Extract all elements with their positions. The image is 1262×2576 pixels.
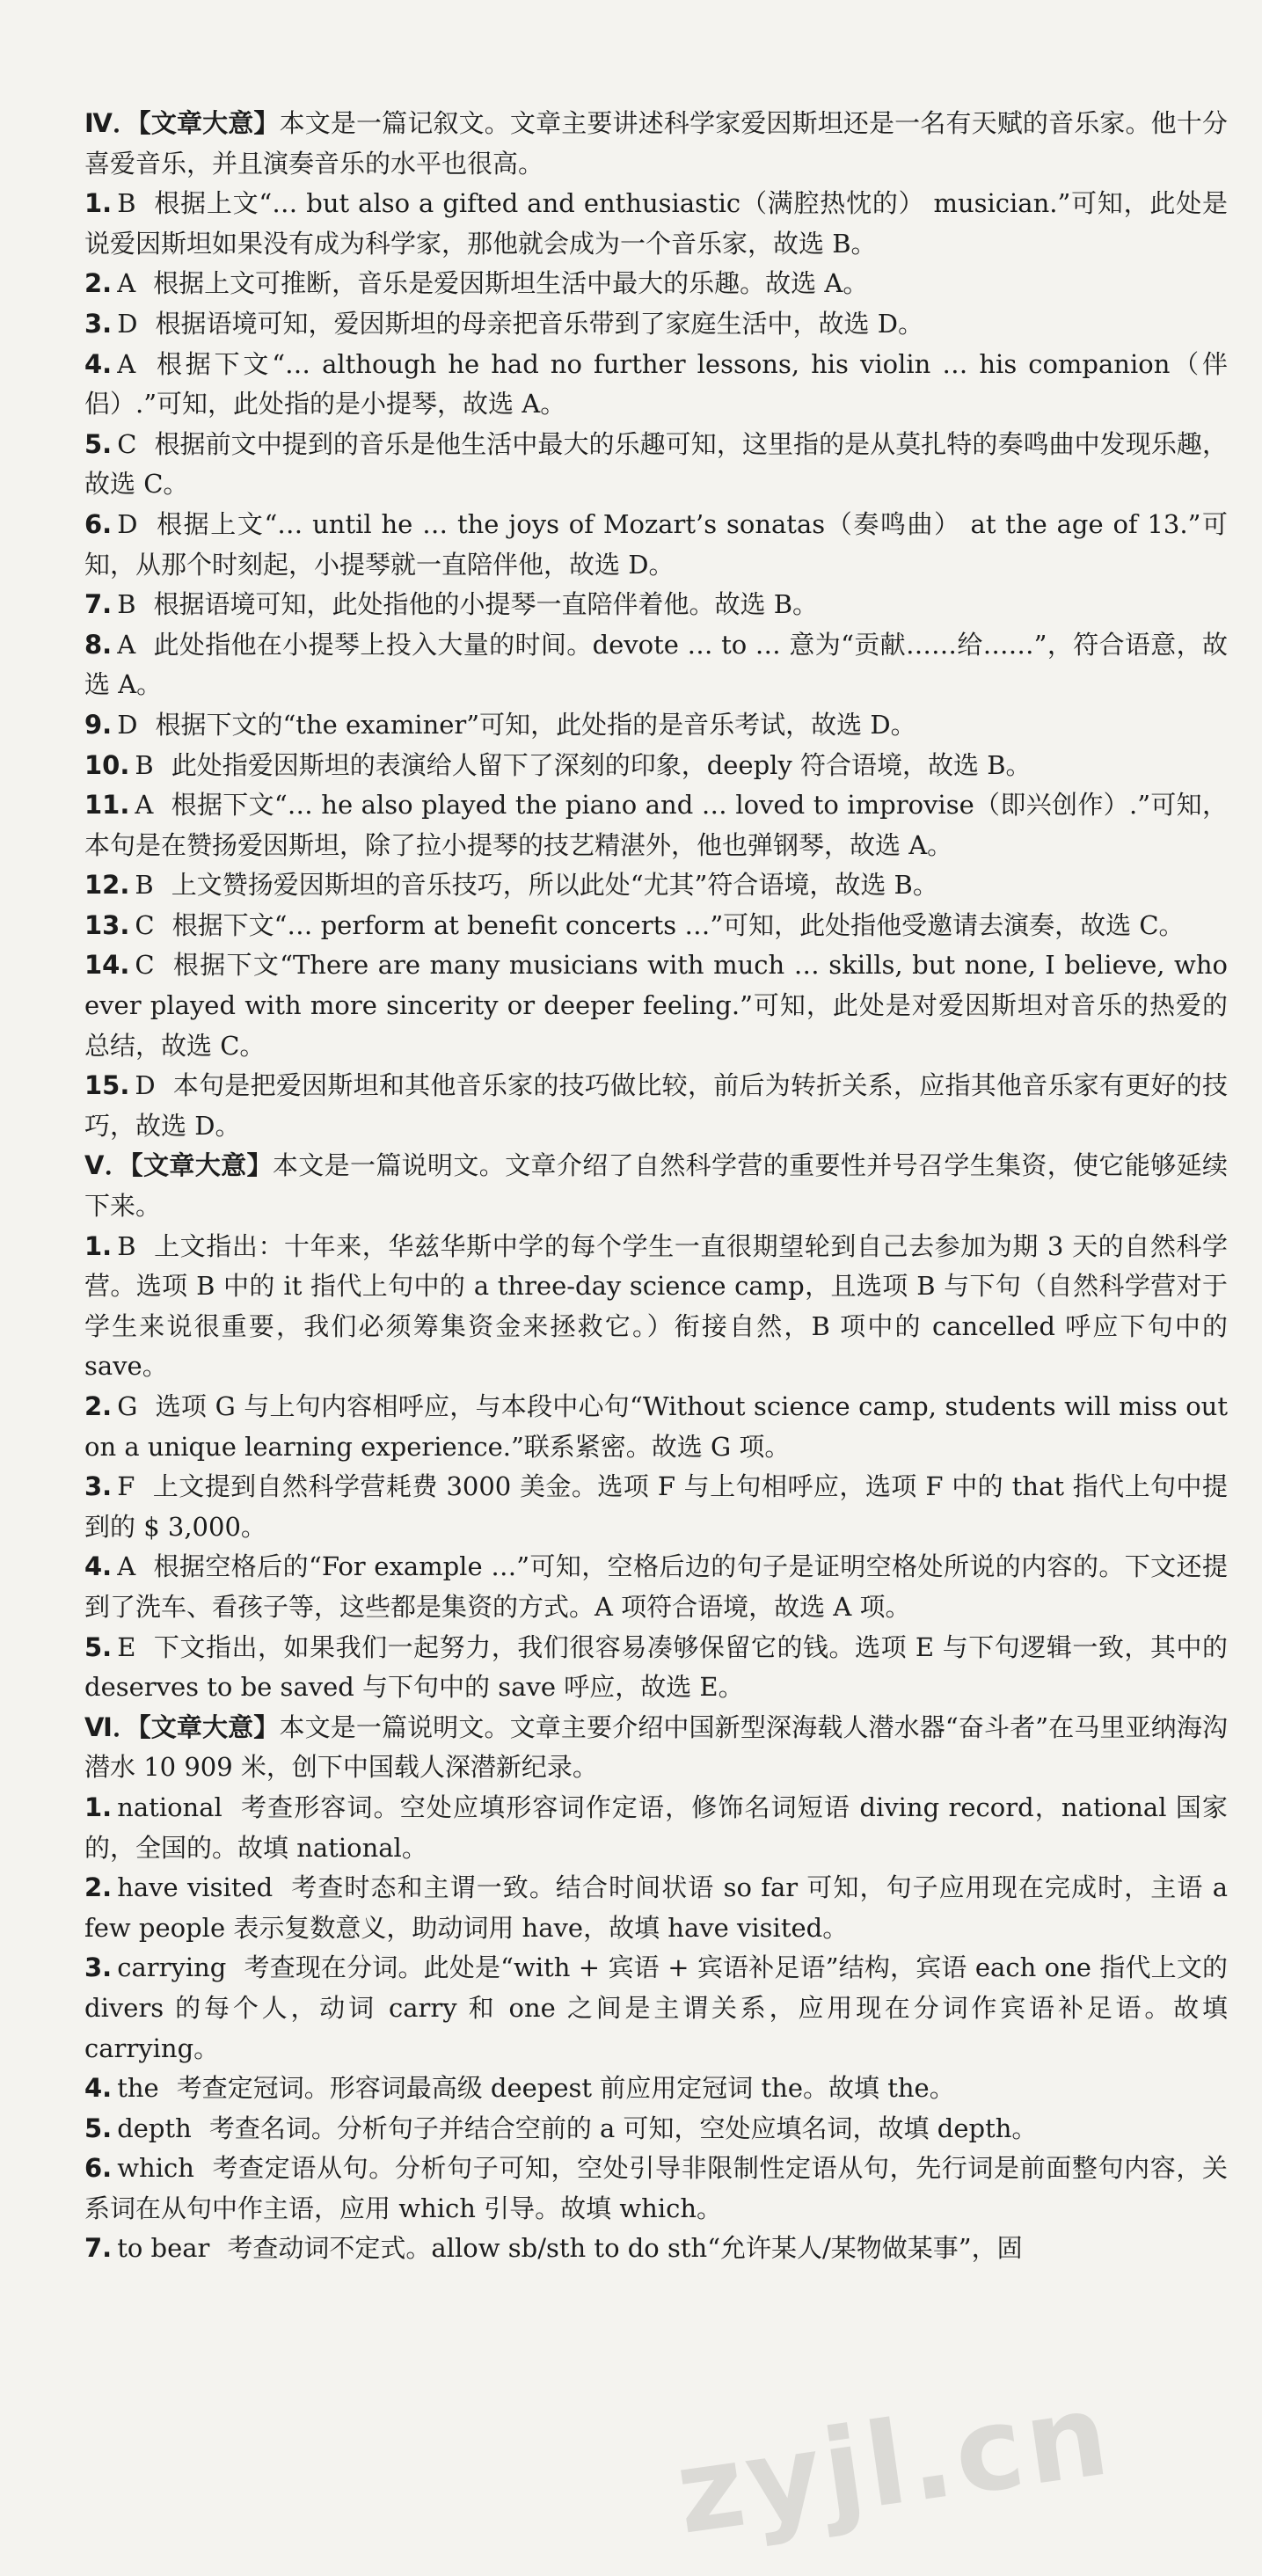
item-answer: have visited xyxy=(117,1872,274,1903)
answer-item xyxy=(84,746,1228,786)
item-number: 1. xyxy=(84,188,113,219)
answer-item xyxy=(84,906,1228,946)
section-summary-text: 本文是一篇记叙文。文章主要讲述科学家爱因斯坦还是一名有天赋的音乐家。他十分喜爱音乐，并且演奏音乐的水平也很高。 xyxy=(84,108,1228,179)
item-answer: C xyxy=(135,950,155,981)
section-summary xyxy=(84,1146,1228,1226)
item-answer: E xyxy=(117,1631,136,1662)
item-answer: the xyxy=(117,2073,159,2104)
item-explanation: 考查时态和主谓一致。结合时间状语 so far 可知，句子应用现在完成时，主语 a few people 表示复数意义，助动词用 have，故填 have visited。 xyxy=(84,1872,1228,1943)
item-answer: A xyxy=(135,790,154,821)
item-explanation: 选项 G 与上句内容相呼应，与本段中心句“Without science camp, students will miss out on a unique learning experience.”联系紧密。故选 G 项。 xyxy=(84,1391,1228,1462)
item-explanation: 此处指他在小提琴上投入大量的时间。devote … to … 意为“贡献……给……”，符合语意，故选 A。 xyxy=(84,629,1228,700)
item-answer: B xyxy=(135,870,154,901)
item-number: 1. xyxy=(84,1230,113,1261)
answer-item xyxy=(84,865,1228,906)
answer-item xyxy=(84,425,1228,505)
answer-item xyxy=(84,505,1228,585)
section-summary xyxy=(84,104,1228,184)
item-number: 2. xyxy=(84,1391,113,1421)
item-number: 3. xyxy=(84,308,113,339)
item-number: 7. xyxy=(84,2233,113,2264)
item-answer: which xyxy=(117,2153,194,2184)
item-number: 14. xyxy=(84,950,130,981)
item-answer: D xyxy=(117,709,138,740)
item-number: 7. xyxy=(84,589,113,620)
answer-item xyxy=(84,2149,1228,2229)
item-explanation: 考查定语从句。分析句子可知，空处引导非限制性定语从句，先行词是前面整句内容，关系词在从句中作主语，应用 which 引导。故填 which。 xyxy=(84,2153,1228,2223)
item-answer: carrying xyxy=(117,1952,227,1983)
item-number: 13. xyxy=(84,909,130,940)
item-explanation: 根据语境可知，爱因斯坦的母亲把音乐带到了家庭生活中，故选 D。 xyxy=(155,308,923,339)
item-number: 11. xyxy=(84,790,130,821)
section-numeral: Ⅵ． xyxy=(84,1711,139,1742)
item-explanation: 根据语境可知，此处指他的小提琴一直陪伴着他。故选 B。 xyxy=(153,589,819,620)
item-explanation: 考查名词。分析句子并结合空前的 a 可知，空处应填名词，故填 depth。 xyxy=(208,2113,1038,2143)
item-answer: national xyxy=(117,1792,222,1822)
item-explanation: 根据上文“… but also a gifted and enthusiastic（满腔热忱的） musician.”可知，此处是说爱因斯坦如果没有成为科学家，那他就会成为一个音乐家，故选 B。 xyxy=(84,188,1228,259)
answer-item xyxy=(84,785,1228,865)
item-number: 15. xyxy=(84,1070,130,1101)
answer-item xyxy=(84,705,1228,746)
item-number: 2. xyxy=(84,268,113,299)
answer-item xyxy=(84,1547,1228,1627)
item-answer: A xyxy=(117,268,136,299)
item-number: 3. xyxy=(84,1471,113,1502)
answer-item xyxy=(84,1868,1228,1948)
item-explanation: 根据下文的“the examiner”可知，此处指的是音乐考试，故选 D。 xyxy=(155,709,916,740)
item-explanation: 根据上文可推断，音乐是爱因斯坦生活中最大的乐趣。故选 A。 xyxy=(153,268,869,299)
answer-item xyxy=(84,2229,1228,2269)
section-numeral: Ⅴ． xyxy=(84,1150,131,1181)
answer-item xyxy=(84,2069,1228,2109)
item-number: 5. xyxy=(84,1631,113,1662)
item-explanation: 考查动词不定式。allow sb/sth to do sth“允许某人/某物做某事”，固 xyxy=(227,2233,1023,2264)
item-explanation: 下文指出，如果我们一起努力，我们很容易凑够保留它的钱。选项 E 与下句逻辑一致，其中的 deserves to be saved 与下句中的 save 呼应，故选 E。 xyxy=(84,1631,1228,1703)
answer-item xyxy=(84,1467,1228,1547)
item-answer: D xyxy=(117,508,138,539)
section-tag: 【文章大意】 xyxy=(130,1150,273,1181)
section-summary-text: 本文是一篇说明文。文章主要介绍中国新型深海载人潜水器“奋斗者”在马里亚纳海沟潜水 10 909 米，创下中国载人深潜新纪录。 xyxy=(84,1711,1228,1783)
item-number: 3. xyxy=(84,1952,113,1983)
item-number: 9. xyxy=(84,709,113,740)
item-explanation: 考查现在分词。此处是“with + 宾语 + 宾语补足语”结构，宾语 each one 指代上文的 divers 的每个人，动词 carry 和 one 之间是主谓关系，应用现在分词作宾语补足语。故填 carrying。 xyxy=(84,1952,1228,2063)
item-explanation: 根据下文“… perform at benefit concerts …”可知，此处指他受邀请去演奏，故选 C。 xyxy=(171,909,1185,940)
answer-item xyxy=(84,1387,1228,1467)
item-explanation: 根据空格后的“For example …”可知，空格后边的句子是证明空格处所说的内容的。下文还提到了洗车、看孩子等，这些都是集资的方式。A 项符合语境，故选 A 项。 xyxy=(84,1551,1228,1622)
item-number: 6. xyxy=(84,508,113,539)
item-number: 4. xyxy=(84,1551,113,1582)
item-explanation: 上文赞扬爱因斯坦的音乐技巧，所以此处“尤其”符合语境，故选 B。 xyxy=(171,870,938,901)
item-number: 1. xyxy=(84,1792,113,1822)
item-number: 10. xyxy=(84,749,130,780)
section-tag: 【文章大意】 xyxy=(138,1711,280,1742)
item-explanation: 根据下文“There are many musicians with much … skills, but none, I believe, who ever played with more sincerity or deeper feeling.”可知，此处是对爱因斯坦对音乐的热爱的总结，故选 C。 xyxy=(84,950,1228,1061)
item-number: 6. xyxy=(84,2153,113,2184)
answer-item xyxy=(84,1948,1228,2069)
item-answer: B xyxy=(117,589,136,620)
answer-item xyxy=(84,345,1228,425)
answer-item xyxy=(84,625,1228,705)
answer-item xyxy=(84,1066,1228,1146)
item-number: 4. xyxy=(84,2073,113,2104)
item-answer: D xyxy=(117,308,138,339)
item-number: 8. xyxy=(84,629,113,660)
item-answer: to bear xyxy=(117,2233,210,2264)
item-answer: A xyxy=(117,629,136,660)
item-answer: F xyxy=(117,1471,135,1502)
item-answer: A xyxy=(117,1551,136,1582)
item-explanation: 此处指爱因斯坦的表演给人留下了深刻的印象，deeply 符合语境，故选 B。 xyxy=(171,749,1032,780)
item-number: 5. xyxy=(84,428,113,459)
item-answer: B xyxy=(117,1230,136,1261)
item-number: 12. xyxy=(84,870,130,901)
item-answer: B xyxy=(135,749,154,780)
item-answer: A xyxy=(117,348,136,379)
item-number: 2. xyxy=(84,1872,113,1903)
section-summary-text: 本文是一篇说明文。文章介绍了自然科学营的重要性并号召学生集资，使它能够延续下来。 xyxy=(84,1150,1228,1222)
answer-item xyxy=(84,1788,1228,1868)
section-tag: 【文章大意】 xyxy=(138,108,280,138)
watermark: zyjl.cn xyxy=(668,2367,1120,2560)
section-numeral: Ⅳ． xyxy=(84,108,139,138)
answer-item xyxy=(84,945,1228,1066)
item-explanation: 根据前文中提到的音乐是他生活中最大的乐趣可知，这里指的是从莫扎特的奏鸣曲中发现乐趣，故选 C。 xyxy=(84,428,1228,500)
item-explanation: 根据下文“… although he had no further lessons, his violin … his companion（伴侣）.”可知，此处指的是小提琴，故选 A。 xyxy=(84,348,1228,420)
item-explanation: 根据上文“… until he … the joys of Mozart’s sonatas（奏鸣曲） at the age of 13.”可知，从那个时刻起，小提琴就一直陪伴他，故选 D。 xyxy=(84,508,1228,580)
answer-item xyxy=(84,264,1228,304)
item-answer: G xyxy=(117,1391,138,1421)
answer-item xyxy=(84,184,1228,264)
item-answer: depth xyxy=(117,2113,192,2143)
answer-item xyxy=(84,1628,1228,1708)
item-answer: D xyxy=(135,1070,156,1101)
item-explanation: 上文指出：十年来，华兹华斯中学的每个学生一直很期望轮到自己去参加为期 3 天的自然科学营。选项 B 中的 it 指代上句中的 a three-day science camp，且选项 B 与下句（自然科学营对于学生来说很重要，我们必须筹集资金来拯救它。）衔接自然，B 项中的 cancelled 呼应下句中的 save。 xyxy=(84,1230,1228,1382)
answer-item xyxy=(84,2109,1228,2149)
item-number: 5. xyxy=(84,2113,113,2143)
item-answer: C xyxy=(117,428,137,459)
section-summary xyxy=(84,1708,1228,1788)
answer-item xyxy=(84,1227,1228,1387)
item-explanation: 根据下文“… he also played the piano and … loved to improvise（即兴创作）.”可知，本句是在赞扬爱因斯坦，除了拉小提琴的技艺精湛外，他也弹钢琴，故选 A。 xyxy=(84,790,1228,860)
item-answer: B xyxy=(117,188,136,219)
item-explanation: 上文提到自然科学营耗费 3000 美金。选项 F 与上句相呼应，选项 F 中的 that 指代上句中提到的 $ 3,000。 xyxy=(84,1471,1228,1542)
answer-item xyxy=(84,585,1228,625)
answer-sheet xyxy=(84,104,1228,2269)
answer-item xyxy=(84,304,1228,345)
item-explanation: 本句是把爱因斯坦和其他音乐家的技巧做比较，前后为转折关系，应指其他音乐家有更好的技巧，故选 D。 xyxy=(84,1070,1228,1141)
item-answer: C xyxy=(135,909,155,940)
item-number: 4. xyxy=(84,348,113,379)
item-explanation: 考查形容词。空处应填形容词作定语，修饰名词短语 diving record，national 国家的，全国的。故填 national。 xyxy=(84,1792,1228,1863)
item-explanation: 考查定冠词。形容词最高级 deepest 前应用定冠词 the。故填 the。 xyxy=(176,2073,955,2104)
